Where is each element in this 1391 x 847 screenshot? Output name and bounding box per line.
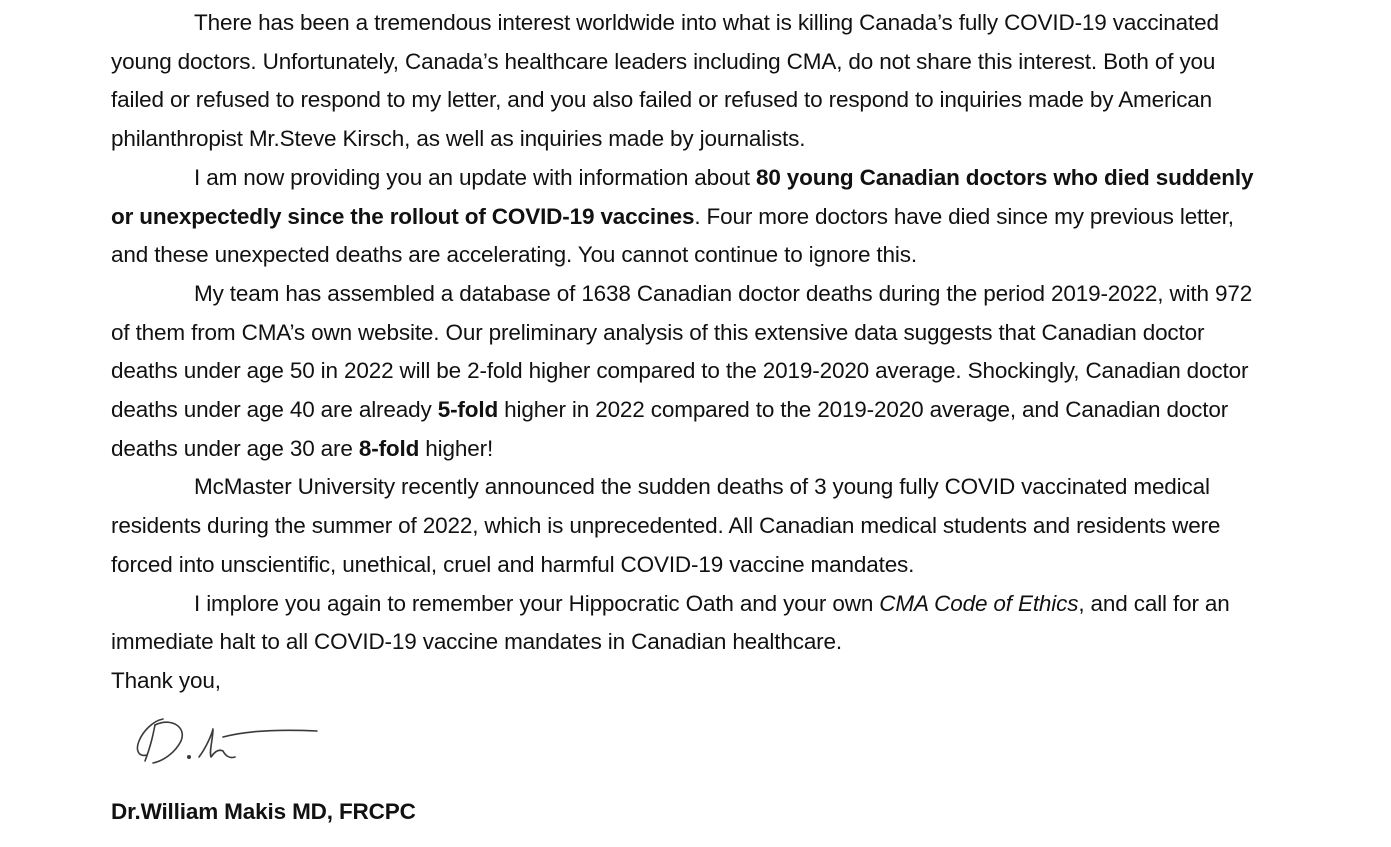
paragraph-implore (111, 585, 1273, 662)
letter-body (111, 4, 1273, 831)
paragraph-update (111, 159, 1273, 275)
paragraph-text: I implore you again to remember your Hippocratic Oath and your own (194, 590, 880, 616)
paragraph-mcmaster (111, 468, 1273, 584)
signer-name: Dr.William Makis MD, FRCPC (111, 798, 416, 824)
bold-emphasis: 5-fold (437, 397, 499, 423)
italic-emphasis: CMA Code of Ethics (879, 590, 1079, 616)
paragraph-text: I am now providing you an update with information about (194, 164, 756, 190)
paragraph-text: . Four more doctors have died since my previous letter, and these unexpected deaths are accelerating. You cannot continue to ignore this. (111, 203, 1234, 268)
signature (111, 701, 1273, 789)
paragraph-text: higher in 2022 compared to the 2019-2020 average, and Canadian doctor deaths under age 30 are (111, 397, 1229, 461)
closing-line: Thank you, (111, 667, 221, 693)
handwritten-signature-icon (125, 711, 325, 771)
paragraph-database (111, 275, 1273, 469)
paragraph-text: There has been a tremendous interest worldwide into what is killing Canada’s fully COVID-19 vaccinated young doctors. Unfortunately, Canada’s healthcare leaders including CMA, do not share this interest. Both of you failed or refused to respond to my letter, and you also failed or refused to respond to inquiries made by American philanthropist Mr.Steve Kirsch, as well as inquiries made by journalists. (111, 10, 1219, 152)
paragraph-text: McMaster University recently announced the sudden deaths of 3 young fully COVID vaccinated medical residents during the summer of 2022, which is unprecedented. All Canadian medical students and residents were forced into unscientific, unethical, cruel and harmful COVID-19 vaccine mandates. (111, 474, 1221, 577)
paragraph-text: , and call for an immediate halt to all COVID-19 vaccine mandates in Canadian healthcare. (111, 590, 1230, 655)
paragraph-text: My team has assembled a database of 1638 Canadian doctor deaths during the period 2019-2022, with 972 of them from CMA’s own website. Our preliminary analysis of this extensive data suggests that Canadian doctor deaths under age 50 in 2022 will be 2-fold higher compared to the 2019-2020 average. Shockingly, Canadian doctor deaths under age 40 are already (111, 280, 1253, 423)
bold-emphasis: 8-fold (358, 435, 420, 461)
bold-emphasis: 80 young Canadian doctors who died suddenly or unexpectedly since the rollout of COVID-19 vaccines (111, 164, 1254, 229)
paragraph-interest (111, 4, 1273, 159)
paragraph-text: higher! (419, 435, 494, 461)
